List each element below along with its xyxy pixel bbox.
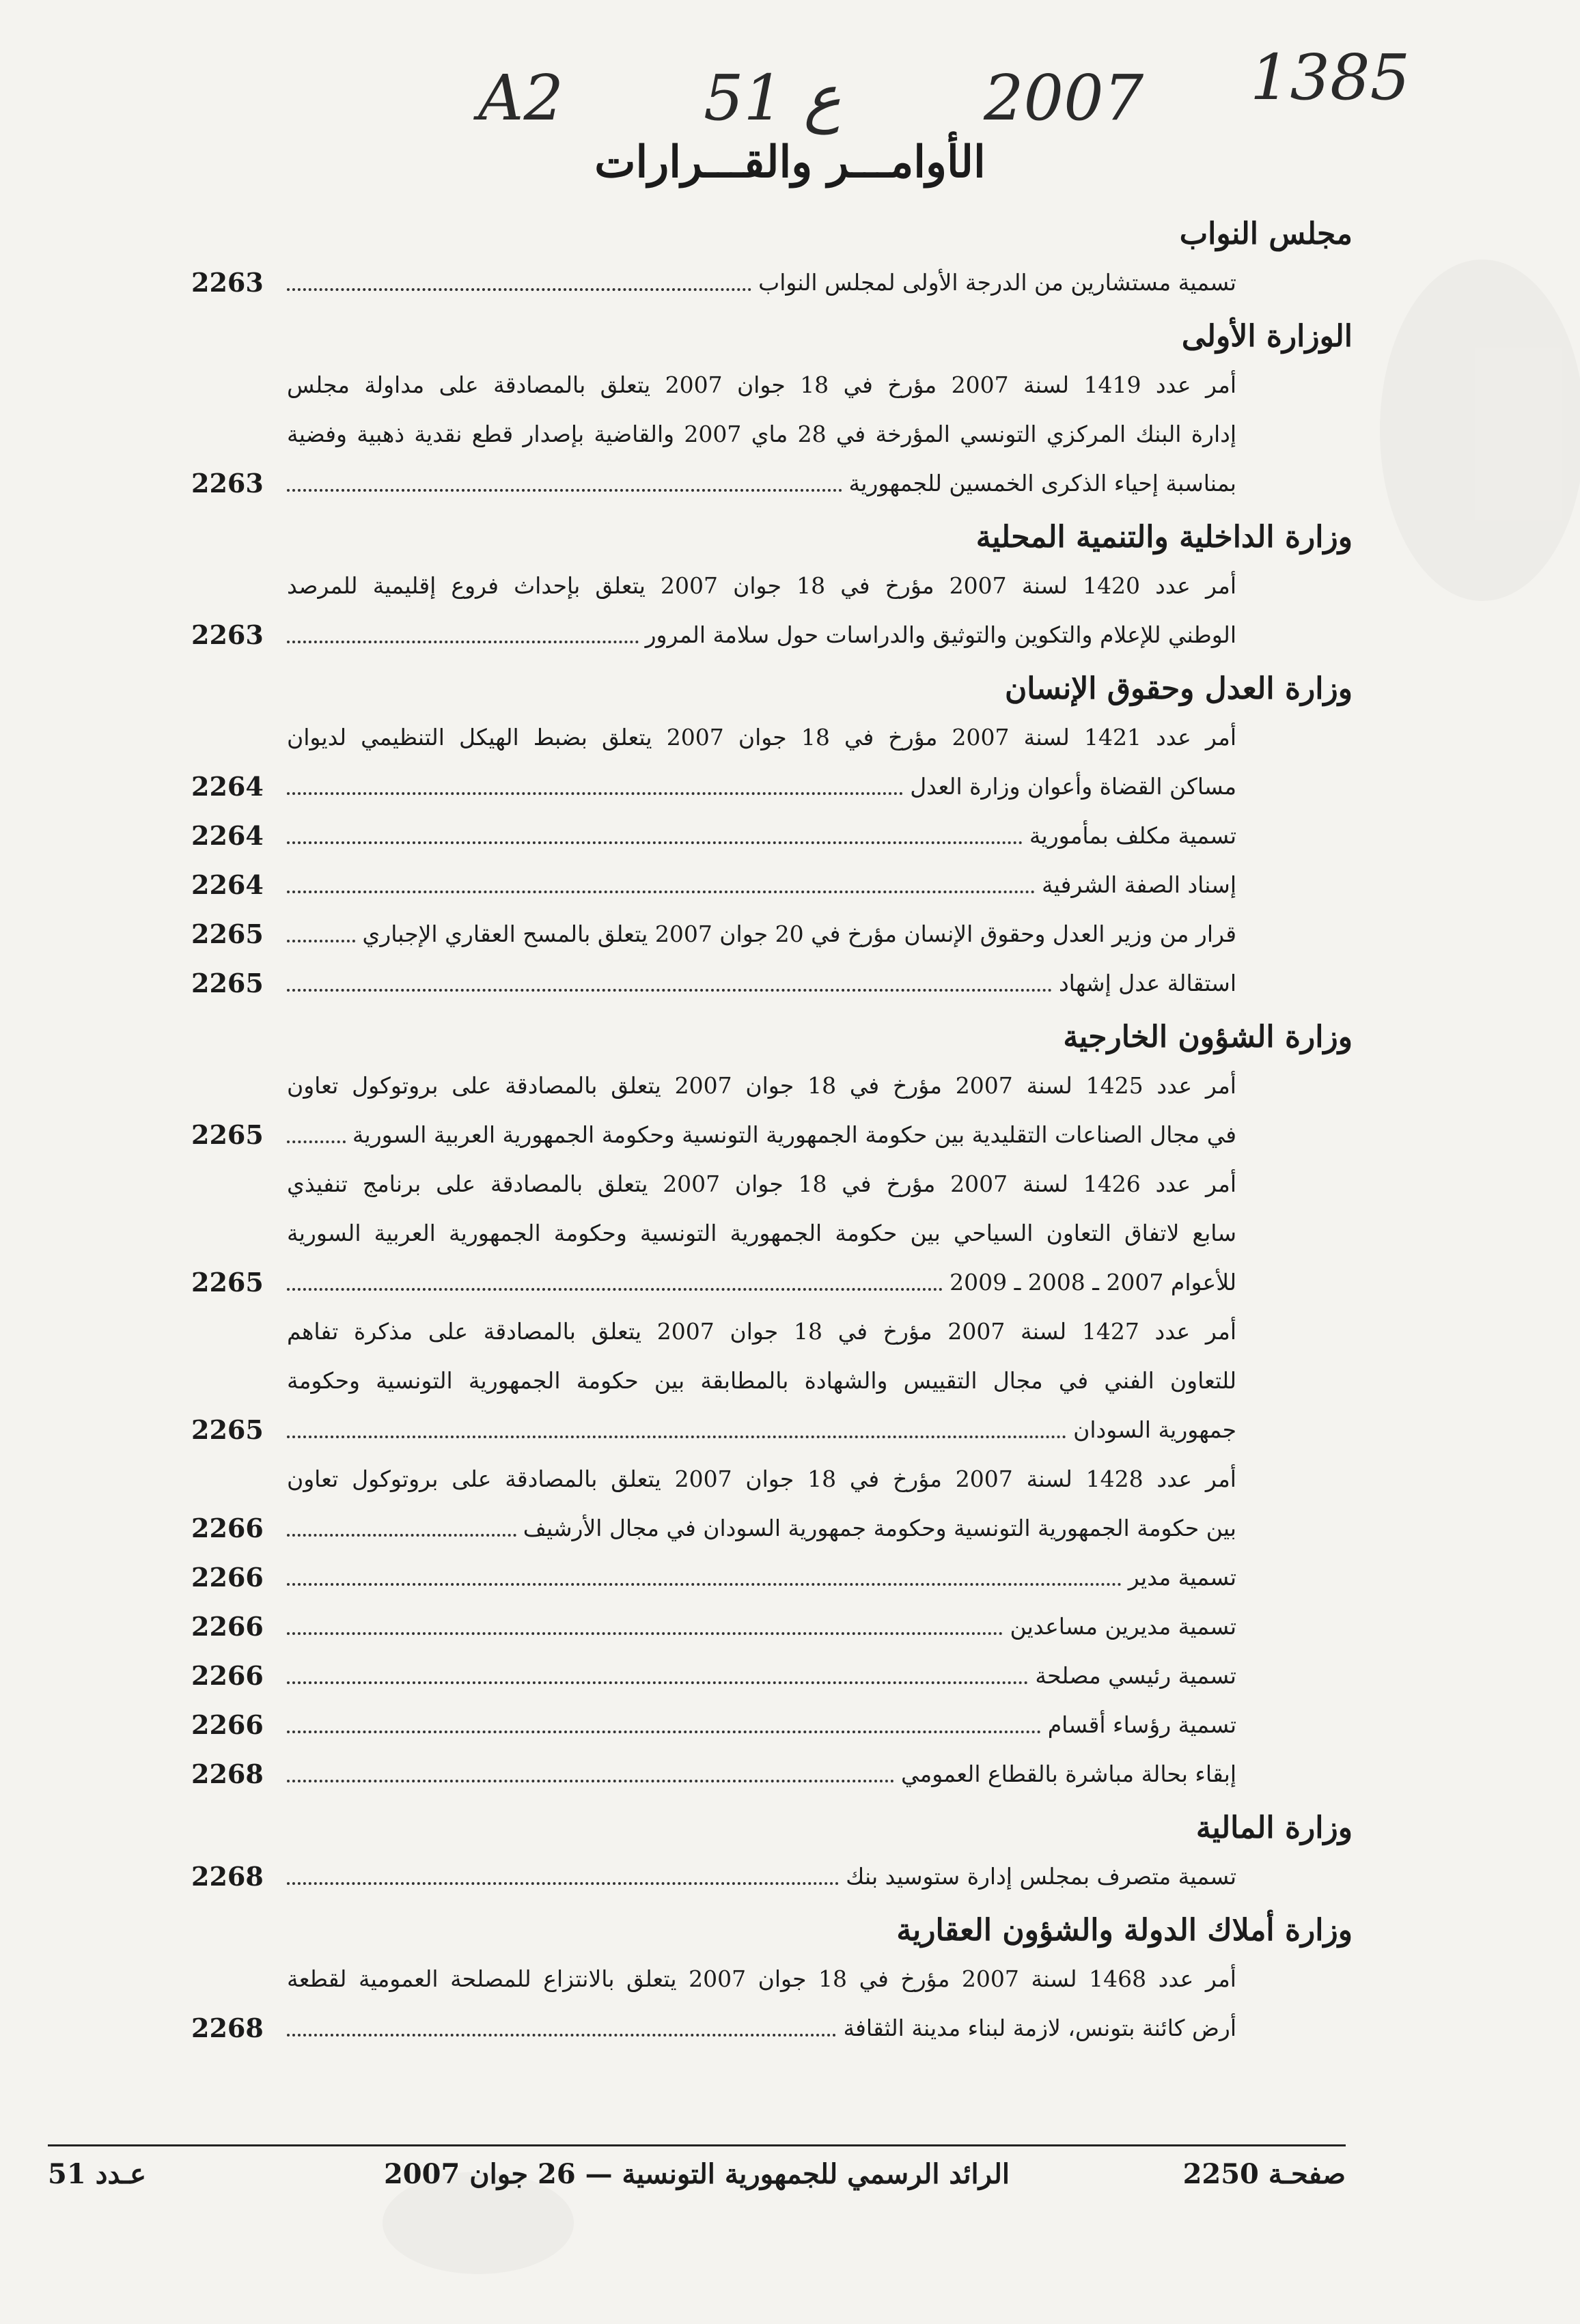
dot-leader: [287, 1780, 894, 1782]
toc-page-number: 2268: [191, 2013, 264, 2043]
toc-page-number: 2265: [191, 919, 264, 949]
toc-page-number: 2265: [191, 1119, 264, 1150]
footer-issue-number: عـدد 51: [48, 2158, 146, 2190]
toc-entry-line: [171, 1110, 1353, 1160]
toc-entry-line: [171, 1700, 1353, 1750]
toc-entry[interactable]: [171, 1160, 1353, 1307]
paper-stain: [1380, 260, 1580, 601]
toc-page-number: 2268: [191, 1759, 264, 1789]
toc-entry-line: [171, 1852, 1353, 1901]
toc-entry-text: إبقاء بحالة مباشرة بالقطاع العمومي: [901, 1761, 1236, 1787]
toc-entry-line: [171, 1405, 1353, 1455]
dot-leader: [287, 1288, 943, 1291]
toc-entry[interactable]: [171, 1061, 1353, 1160]
page-footer: [48, 2158, 1346, 2206]
toc-page-number: 2266: [191, 1513, 264, 1543]
toc-entry-line: أمر عدد 1428 لسنة 2007 مؤرخ في 18 جوان 2007 يتعلق بالمصادقة على بروتوكول تعاون: [287, 1466, 1236, 1492]
section-title: وزارة الداخلية والتنمية المحلية: [975, 520, 1353, 555]
toc-entry-line: أمر عدد 1427 لسنة 2007 مؤرخ في 18 جوان 2007 يتعلق بالمصادقة على مذكرة تفاهم: [287, 1318, 1236, 1345]
dot-leader: [287, 1534, 516, 1537]
toc-entry[interactable]: [171, 1553, 1353, 1602]
dot-leader: [287, 641, 639, 643]
handwritten-code: 1385: [1250, 41, 1411, 114]
toc-entry[interactable]: [171, 811, 1353, 860]
section-title: وزارة العدل وحقوق الإنسان: [1004, 671, 1353, 706]
toc-entry-line: أمر عدد 1420 لسنة 2007 مؤرخ في 18 جوان 2007 يتعلق بإحداث فروع إقليمية للمرصد: [287, 572, 1236, 599]
toc-entry-text: تسمية رؤساء أقسام: [1047, 1711, 1236, 1738]
toc-entry[interactable]: [171, 258, 1353, 307]
toc-entry[interactable]: [171, 361, 1353, 508]
toc-entry-line: إدارة البنك المركزي التونسي المؤرخة في 28 ماي 2007 والقاضية بإصدار قطع نقدية ذهبية وفضية: [287, 421, 1237, 447]
toc-entry-text: للأعوام 2007 ـ 2008 ـ 2009: [950, 1269, 1236, 1296]
toc-entry[interactable]: [171, 1955, 1353, 2053]
toc-entry[interactable]: [171, 1307, 1353, 1455]
dot-leader: [287, 841, 1023, 844]
toc-entry-text: قرار من وزير العدل وحقوق الإنسان مؤرخ في 20 جوان 2007 يتعلق بالمسح العقاري الإجباري: [362, 921, 1236, 947]
toc-entry-line: سابع لاتفاق التعاون السياحي بين حكومة الجمهورية التونسية وحكومة الجمهورية العربية السورية: [287, 1220, 1236, 1246]
toc-page-number: 2265: [191, 1267, 264, 1298]
toc-entry-text: جمهورية السودان: [1073, 1416, 1236, 1443]
toc-entry[interactable]: [171, 1700, 1353, 1750]
toc-page-number: 2266: [191, 1611, 264, 1642]
toc-entry-line: أمر عدد 1425 لسنة 2007 مؤرخ في 18 جوان 2007 يتعلق بالمصادقة على بروتوكول تعاون: [287, 1072, 1236, 1099]
handwritten-year: 2007: [984, 61, 1144, 135]
dot-leader: [287, 989, 1052, 992]
toc-entry-text: في مجال الصناعات التقليدية بين حكومة الجمهورية التونسية وحكومة الجمهورية العربية السورية: [352, 1121, 1236, 1148]
toc-entry[interactable]: [171, 561, 1353, 660]
dot-leader: [287, 1681, 1028, 1684]
toc-page-number: 2265: [191, 968, 264, 998]
toc-entry-line: أمر عدد 1468 لسنة 2007 مؤرخ في 18 جوان 2007 يتعلق بالانتزاع للمصلحة العمومية لقطعة: [287, 1965, 1236, 1992]
toc-entry-line: [171, 959, 1353, 1008]
footer-rule: [48, 2144, 1346, 2146]
toc-entry[interactable]: [171, 1852, 1353, 1901]
toc-page-number: 2265: [191, 1414, 264, 1445]
toc-page-number: 2266: [191, 1709, 264, 1740]
toc-entry[interactable]: [171, 1651, 1353, 1700]
toc-entry[interactable]: [171, 713, 1353, 811]
toc-entry-line: [171, 1553, 1353, 1602]
toc-entry[interactable]: [171, 1455, 1353, 1553]
toc-entry-text: بمناسبة إحياء الذكرى الخمسين للجمهورية: [848, 470, 1236, 496]
dot-leader: [287, 792, 903, 795]
handwritten-volume: 51 ع: [704, 61, 842, 135]
section-title: وزارة الشؤون الخارجية: [1063, 1020, 1353, 1054]
toc-entry-line: [171, 1504, 1353, 1553]
table-of-contents: [171, 205, 1353, 2053]
toc-entry-text: تسمية مدير: [1128, 1564, 1236, 1591]
toc-entry[interactable]: [171, 860, 1353, 910]
dot-leader: [287, 891, 1035, 893]
toc-entry-line: للتعاون الفني في مجال التقييس والشهادة بالمطابقة بين حكومة الجمهورية التونسية وحكومة: [287, 1367, 1236, 1394]
toc-entry-line: [171, 762, 1353, 811]
toc-entry[interactable]: [171, 1750, 1353, 1799]
dot-leader: [287, 2034, 836, 2036]
dot-leader: [287, 1731, 1041, 1733]
toc-entry-text: تسمية رئيسي مصلحة: [1035, 1662, 1236, 1689]
toc-entry-line: [171, 258, 1353, 307]
toc-page-number: 2264: [191, 869, 264, 900]
toc-entry-line: أمر عدد 1426 لسنة 2007 مؤرخ في 18 جوان 2007 يتعلق بالمصادقة على برنامج تنفيذي: [287, 1171, 1236, 1197]
toc-entry-text: مساكن القضاة وأعوان وزارة العدل: [910, 773, 1236, 800]
toc-page-number: 2264: [191, 771, 264, 802]
dot-leader: [287, 288, 751, 291]
section-title: وزارة أملاك الدولة والشؤون العقارية: [896, 1913, 1353, 1948]
toc-entry-line: [171, 2004, 1353, 2053]
toc-entry-text: استقالة عدل إشهاد: [1058, 970, 1236, 996]
page-title: الأوامـــر والقـــرارات: [594, 137, 986, 188]
toc-entry-text: الوطني للإعلام والتكوين والتوثيق والدراسات حول سلامة المرور: [645, 621, 1236, 648]
handwritten-a2: A2: [478, 61, 564, 135]
toc-entry-line: أمر عدد 1421 لسنة 2007 مؤرخ في 18 جوان 2007 يتعلق بضبط الهيكل التنظيمي لديوان: [287, 724, 1236, 751]
section-title: وزارة المالية: [1195, 1810, 1353, 1845]
toc-entry-line: أمر عدد 1419 لسنة 2007 مؤرخ في 18 جوان 2007 يتعلق بالمصادقة على مداولة مجلس: [287, 372, 1236, 398]
toc-entry-line: [171, 910, 1353, 959]
handwritten-annotations: [0, 41, 1580, 143]
toc-page-number: 2264: [191, 820, 264, 851]
toc-entry-text: إسناد الصفة الشرفية: [1041, 871, 1236, 898]
toc-entry-line: [171, 811, 1353, 860]
dot-leader: [287, 1882, 839, 1885]
section-title: الوزارة الأولى: [1181, 319, 1353, 354]
toc-entry-line: [171, 459, 1353, 508]
toc-entry-line: [171, 611, 1353, 660]
toc-entry-text: تسمية مديرين مساعدين: [1010, 1613, 1236, 1640]
toc-entry[interactable]: [171, 1602, 1353, 1651]
toc-entry[interactable]: [171, 910, 1353, 959]
toc-entry-line: [171, 1602, 1353, 1651]
toc-page-number: 2268: [191, 1861, 264, 1892]
toc-entry-text: تسمية مستشارين من الدرجة الأولى لمجلس النواب: [758, 269, 1236, 296]
section-title: مجلس النواب: [1179, 216, 1353, 251]
footer-page-number: صفحـة 2250: [1182, 2158, 1346, 2190]
toc-entry-text: بين حكومة الجمهورية التونسية وحكومة جمهورية السودان في مجال الأرشيف: [523, 1515, 1236, 1541]
toc-page-number: 2266: [191, 1660, 264, 1691]
toc-entry-line: [171, 1651, 1353, 1700]
dot-leader: [287, 1140, 346, 1143]
dot-leader: [287, 1632, 1003, 1635]
toc-entry-line: [171, 860, 1353, 910]
toc-entry-line: [171, 1258, 1353, 1307]
toc-page-number: 2263: [191, 267, 264, 298]
dot-leader: [287, 940, 355, 942]
toc-entry-text: أرض كائنة بتونس، لازمة لبناء مدينة الثقافة: [843, 2015, 1236, 2041]
toc-entry-text: تسمية مكلف بمأمورية: [1029, 822, 1236, 849]
toc-entry[interactable]: [171, 959, 1353, 1008]
footer-journal-title: الرائد الرسمي للجمهورية التونسية — 26 جوان 2007: [383, 2158, 1010, 2190]
toc-page-number: 2263: [191, 468, 264, 499]
dot-leader: [287, 489, 842, 492]
toc-page-number: 2266: [191, 1562, 264, 1593]
dot-leader: [287, 1583, 1122, 1586]
toc-page-number: 2263: [191, 619, 264, 650]
toc-entry-line: [171, 1750, 1353, 1799]
dot-leader: [287, 1436, 1066, 1438]
toc-entry-text: تسمية متصرف بمجلس إدارة ستوسيد بنك: [846, 1863, 1236, 1890]
